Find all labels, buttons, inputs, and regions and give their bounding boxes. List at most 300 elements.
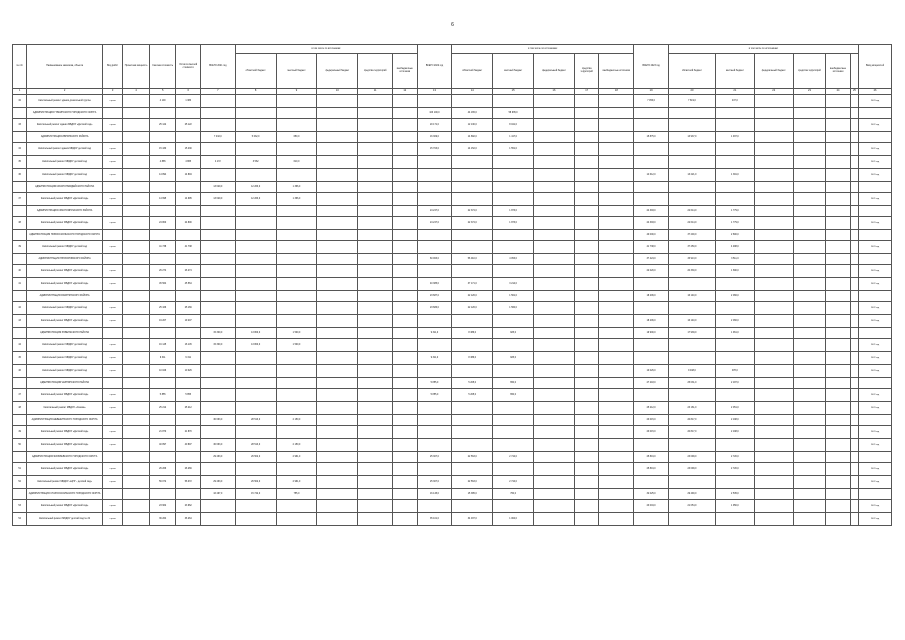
value-cell [574,143,599,156]
value-cell [754,230,793,241]
value-cell [200,426,235,439]
remain-cell: 9 311 [176,352,201,365]
value-cell: 22 614,0 [668,206,715,217]
object-name-cell: Капитальный ремонт МБДОУ «Сказка» [27,402,103,415]
value-cell [452,156,493,169]
object-name-cell: Капитальный ремонт МБДОУ «Детский сад» [27,500,103,513]
value-cell: 1 961,0 [715,328,754,339]
object-name-cell: Капитальный ремонт МБДОУ «Детский сад» [27,463,103,476]
value-cell [417,230,452,241]
work-kind-cell: стр-во [102,217,122,230]
object-name-cell: Капитальный ремонт МБДОУ детский сад [27,302,103,315]
value-cell: 44 165,0 [452,108,493,119]
object-name-cell: Капитальный ремонт МБДОУ «Детский сад» [27,265,103,278]
value-cell [599,452,634,463]
value-cell: 16 140,0 [668,315,715,328]
value-cell: 22 563,0 [452,452,493,463]
value-cell [417,95,452,108]
value-cell [599,302,634,315]
value-cell [358,132,393,143]
group-row [13,206,892,217]
value-cell [393,328,418,339]
value-cell [317,265,358,278]
value-cell [235,426,276,439]
value-cell [826,389,851,402]
group-name-cell: АДМИНИСТРАЦИЯ РАКИТЯНСКОГО РАЙОНА [27,291,103,302]
value-cell [276,302,317,315]
value-cell [754,328,793,339]
value-cell [317,500,358,513]
value-cell [634,143,669,156]
table-row [13,265,892,278]
value-cell [826,278,851,291]
value-cell [534,193,575,206]
remain-cell: 25 122 [176,119,201,132]
value-cell [358,206,393,217]
cost-cell: 36 264 [149,513,176,526]
work-kind-cell: стр-во [102,365,122,378]
value-cell [493,182,534,193]
value-cell [634,389,669,402]
group-name-cell: АДМИНИСТРАЦИЯ ЯКОВЛЕВСКОГО ГОРОДСКОГО ОКРУГА [27,452,103,463]
value-cell [393,439,418,452]
year-cell: 2021 год [859,439,892,452]
value-cell [452,95,493,108]
value-cell [358,291,393,302]
value-cell [317,415,358,426]
value-cell [850,254,858,265]
empty-cell [149,108,176,119]
value-cell [826,265,851,278]
capacity-cell [123,143,150,156]
value-cell [634,119,669,132]
value-cell [668,278,715,291]
object-name-cell: Капитальный ремонт МБДОУ детский сад [27,365,103,378]
value-cell: 29 490,0 [668,489,715,500]
value-cell: 34 037,0 [452,513,493,526]
value-cell [417,265,452,278]
value-cell: 3 214,0 [493,278,534,291]
value-cell [534,254,575,265]
value-cell [358,365,393,378]
remain-cell: 36 264 [176,513,201,526]
value-cell [417,463,452,476]
group-row [13,328,892,339]
cost-cell: 26 266 [149,463,176,476]
value-cell [826,463,851,476]
value-cell [754,291,793,302]
year-cell: 2022 год [859,352,892,365]
year-cell [859,489,892,500]
value-cell [317,156,358,169]
value-cell [417,193,452,206]
value-cell [754,500,793,513]
value-cell: 2 961,0 [276,476,317,489]
value-cell [317,476,358,489]
value-cell [358,95,393,108]
empty-cell [176,378,201,389]
group-row [13,182,892,193]
value-cell [358,193,393,206]
value-cell: 13 800,0 [235,328,276,339]
value-cell [200,315,235,328]
value-cell [393,132,418,143]
value-cell [715,278,754,291]
value-cell: 2 150,0 [276,439,317,452]
value-cell [793,452,826,463]
row-number-cell: 48 [13,402,27,415]
value-cell [452,193,493,206]
value-cell [793,217,826,230]
header-column-number: 25 [850,89,858,95]
value-cell [276,169,317,182]
value-cell [715,389,754,402]
year-cell [859,328,892,339]
value-cell [850,452,858,463]
value-cell [574,489,599,500]
cost-cell: 16 145 [149,339,176,352]
value-cell [599,315,634,328]
empty-cell [123,132,150,143]
value-cell [317,217,358,230]
value-cell [358,352,393,365]
object-name-cell: Капитальный ремонт МБДОУ детский сад [27,241,103,254]
value-cell [634,182,669,193]
value-cell [235,302,276,315]
value-cell [754,132,793,143]
value-cell [417,415,452,426]
value-cell [574,389,599,402]
year-cell [859,108,892,119]
work-kind-cell: стр-во [102,389,122,402]
value-cell [452,439,493,452]
value-cell [417,315,452,328]
value-cell [826,365,851,378]
cost-cell: 56 072 [149,476,176,489]
value-cell: 22 614,0 [668,217,715,230]
value-cell [850,489,858,500]
work-kind-cell: стр-во [102,476,122,489]
cost-cell: 9 311 [149,352,176,365]
empty-cell [176,132,201,143]
header-column-number: 26 [859,89,892,95]
row-number-cell [13,489,27,500]
value-cell [599,169,634,182]
value-cell [754,489,793,500]
value-cell [493,241,534,254]
value-cell [574,426,599,439]
value-cell [235,365,276,378]
cost-cell: 4 100 [149,95,176,108]
work-kind-cell: стр-во [102,265,122,278]
value-cell [534,352,575,365]
value-cell [235,119,276,132]
value-cell: 2 744,0 [493,452,534,463]
value-cell [493,265,534,278]
table-row [13,513,892,526]
empty-cell [176,182,201,193]
work-kind-cell: стр-во [102,156,122,169]
value-cell [754,365,793,378]
year-cell: 2022 год [859,143,892,156]
value-cell [276,352,317,365]
value-cell: 13 629,0 [200,182,235,193]
value-cell [826,302,851,315]
value-cell [235,402,276,415]
year-cell: 2023 год [859,315,892,328]
value-cell [850,328,858,339]
group-row [13,415,892,426]
row-number-cell: 39 [13,241,27,254]
value-cell [493,169,534,182]
value-cell [235,241,276,254]
value-cell: 30 663,0 [200,415,235,426]
value-cell [826,156,851,169]
header-column-number: 23 [793,89,826,95]
value-cell [599,352,634,365]
empty-cell [123,378,150,389]
header-source-c-2: федеральный бюджет [754,54,793,89]
value-cell: 18 206,0 [634,315,669,328]
header-column-number: 7 [200,89,235,95]
capacity-cell [123,193,150,206]
value-cell [452,339,493,352]
value-cell [668,302,715,315]
capacity-cell [123,439,150,452]
value-cell [452,402,493,415]
value-cell [574,193,599,206]
empty-cell [149,132,176,143]
year-cell: 2021 год [859,156,892,169]
value-cell: 23 686,0 [417,302,452,315]
row-number-cell: 44 [13,339,27,352]
cost-cell: 40 897 [149,439,176,452]
value-cell: 23 004,0 [634,500,669,513]
value-cell: 103 100,0 [417,108,452,119]
header-column-number: 8 [235,89,276,95]
year-cell: 2022 год [859,302,892,315]
capacity-cell [123,513,150,526]
value-cell [599,513,634,526]
value-cell [668,339,715,352]
value-cell [715,439,754,452]
value-cell [493,426,534,439]
value-cell: 3 562 [235,156,276,169]
value-cell [574,95,599,108]
value-cell [754,265,793,278]
table-row [13,241,892,254]
value-cell [393,389,418,402]
value-cell [276,265,317,278]
value-cell [358,315,393,328]
header-sources-2021: в том числе по источникам: [235,45,417,54]
header-source-b-2: федеральный бюджет [534,54,575,89]
empty-cell [176,230,201,241]
value-cell [534,402,575,415]
value-cell [668,119,715,132]
capacity-cell [123,278,150,291]
header-remain: Остаток сметной стоимости [176,45,201,89]
value-cell [200,378,235,389]
value-cell [826,95,851,108]
value-cell: 1 366,0 [276,182,317,193]
value-cell [793,439,826,452]
value-cell [276,402,317,415]
capacity-cell [123,389,150,402]
table-row [13,389,892,402]
empty-cell [149,452,176,463]
group-row [13,108,892,119]
remain-cell: 15 430 [176,143,201,156]
value-cell [754,476,793,489]
value-cell [793,328,826,339]
page-number: 6 [451,22,454,28]
value-cell [793,378,826,389]
value-cell [276,143,317,156]
value-cell [317,169,358,182]
value-cell [534,339,575,352]
value-cell: 15 385,0 [452,489,493,500]
value-cell [826,206,851,217]
value-cell: 13 629,0 [200,193,235,206]
value-cell: 2 961,0 [276,452,317,463]
value-cell: 2 150,0 [276,415,317,426]
group-name-cell: АДМИНИСТРАЦИЯ НОВООСКОЛЬСКОГО ГОРОДСКОГО ОКРУГА [27,230,103,241]
value-cell [715,302,754,315]
value-cell: 2 187,0 [715,378,754,389]
value-cell [850,513,858,526]
value-cell [317,439,358,452]
cost-cell: 25 166 [149,302,176,315]
value-cell [599,365,634,378]
group-name-cell: АДМИНИСТРАЦИЯ ИВНЯНСКОГО РАЙОНА [27,132,103,143]
header-column-number: 15 [493,89,534,95]
value-cell: 20 171,0 [417,119,452,132]
value-cell [574,365,599,378]
value-cell [534,389,575,402]
value-cell [358,265,393,278]
header-source-b-0: областной бюджет [452,54,493,89]
row-number-cell [13,415,27,426]
value-cell: 14 152,0 [452,143,493,156]
table-row [13,217,892,230]
value-cell: 978,0 [715,365,754,378]
empty-cell [149,415,176,426]
work-kind-cell: стр-во [102,241,122,254]
value-cell [358,156,393,169]
value-cell [493,500,534,513]
year-cell [859,254,892,265]
value-cell [317,328,358,339]
value-cell [200,169,235,182]
value-cell [493,95,534,108]
value-cell [317,143,358,156]
value-cell [317,365,358,378]
empty-cell [123,182,150,193]
header-source-b-3: средства территорий [574,54,599,89]
value-cell [574,302,599,315]
value-cell [200,463,235,476]
group-row [13,132,892,143]
remain-cell: 25 166 [176,302,201,315]
value-cell [574,108,599,119]
row-number-cell [13,108,27,119]
value-cell [599,389,634,402]
value-cell [599,143,634,156]
object-name-cell: Капитальный ремонт МБДОУ «Детский сад» [27,315,103,328]
table-row [13,315,892,328]
header-column-number: 4 [123,89,150,95]
value-cell [599,230,634,241]
value-cell: 2 066,0 [715,291,754,302]
capacity-cell [123,302,150,315]
value-cell [754,452,793,463]
header-total-2023: ВСЕГО 2023 год [634,45,669,89]
value-cell [599,193,634,206]
value-cell [574,452,599,463]
row-number-cell: 49 [13,426,27,439]
value-cell [393,182,418,193]
empty-cell [102,489,122,500]
value-cell: 58 935,0 [493,108,534,119]
empty-cell [102,206,122,217]
object-name-cell: Капитальный ремонт МБДОУ «Детский сад» [27,439,103,452]
value-cell [235,95,276,108]
value-cell [317,489,358,500]
table-row [13,402,892,415]
year-cell: 2021 год [859,193,892,206]
value-cell [826,254,851,265]
value-cell [393,206,418,217]
value-cell [599,426,634,439]
value-cell [599,265,634,278]
value-cell [534,426,575,439]
value-cell [574,463,599,476]
table-row [13,169,892,182]
value-cell [534,291,575,302]
value-cell: 1 500,0 [276,339,317,352]
value-cell [358,415,393,426]
value-cell: 10 026,0 [634,365,669,378]
row-number-cell [13,378,27,389]
header-year: Ввод мощностей [859,45,892,89]
row-number-cell: 32 [13,95,27,108]
value-cell [200,95,235,108]
year-cell: 2023 год [859,217,892,230]
value-cell [826,378,851,389]
value-cell [276,426,317,439]
value-cell [358,217,393,230]
value-cell: 2 800,0 [715,230,754,241]
header-column-number: 6 [176,89,201,95]
row-number-cell: 53 [13,500,27,513]
value-cell: 13 221,0 [668,169,715,182]
remain-cell: 14 894 [176,169,201,182]
value-cell [826,426,851,439]
value-cell [493,365,534,378]
value-cell [317,241,358,254]
work-kind-cell: стр-во [102,169,122,182]
header-column-number: 17 [574,89,599,95]
capacity-cell [123,365,150,378]
value-cell [317,315,358,328]
value-cell [452,230,493,241]
value-cell: 25 819,0 [634,463,669,476]
value-cell [393,108,418,119]
table-row [13,119,892,132]
table-row [13,193,892,206]
value-cell [754,278,793,291]
